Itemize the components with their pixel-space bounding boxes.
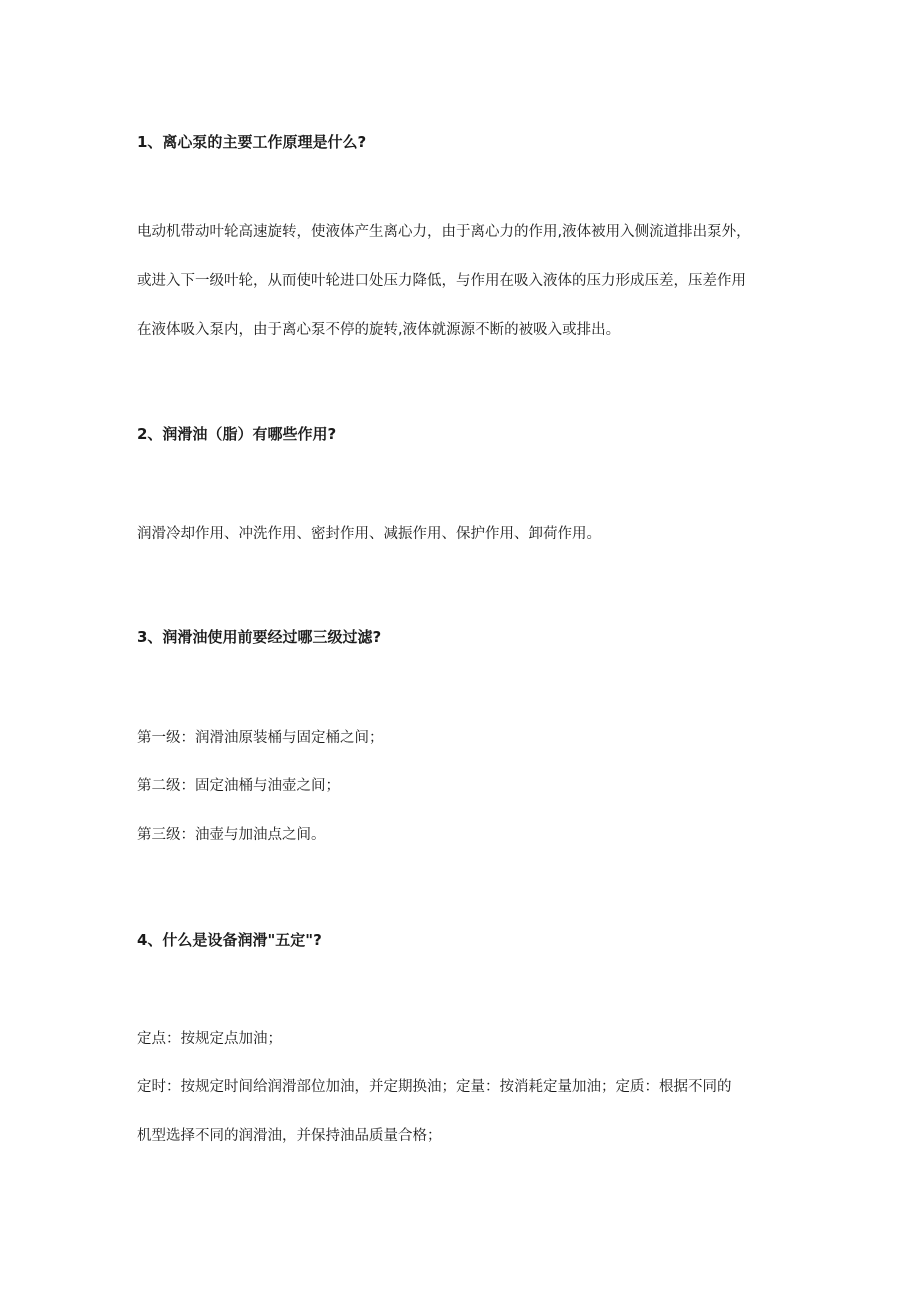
answer-1-line-2: 或进入下一级叶轮，从而使叶轮进口处压力降低，与作用在吸入液体的压力形成压差，压差作用 xyxy=(137,273,746,289)
answer-2-line-1: 润滑冷却作用、冲洗作用、密封作用、减振作用、保护作用、卸荷作用。 xyxy=(137,526,601,542)
answer-4-line-2: 定时：按规定时间给润滑部位加油，并定期换油；定量：按消耗定量加油；定质：根据不同的 xyxy=(137,1079,732,1095)
answer-4-line-3: 机型选择不同的润滑油，并保持油品质量合格； xyxy=(137,1128,442,1144)
answer-3-line-3: 第三级：油壶与加油点之间。 xyxy=(137,827,326,843)
answer-3-line-1: 第一级：润滑油原装桶与固定桶之间； xyxy=(137,730,384,746)
answer-4-line-1: 定点：按规定点加油； xyxy=(137,1031,282,1047)
answer-1-line-1: 电动机带动叶轮高速旋转，使液体产生离心力，由于离心力的作用,液体被用入侧流道排出泵外， xyxy=(137,224,751,240)
question-1-heading: 1、离心泵的主要工作原理是什么? xyxy=(137,133,367,151)
question-4-heading: 4、什么是设备润滑"五定"? xyxy=(137,931,322,949)
answer-3-line-2: 第二级：固定油桶与油壶之间； xyxy=(137,778,340,794)
answer-1-line-3: 在液体吸入泵内，由于离心泵不停的旋转,液体就源源不断的被吸入或排出。 xyxy=(137,322,621,338)
question-2-heading: 2、润滑油（脂）有哪些作用? xyxy=(137,425,337,443)
question-3-heading: 3、润滑油使用前要经过哪三级过滤? xyxy=(137,628,382,646)
